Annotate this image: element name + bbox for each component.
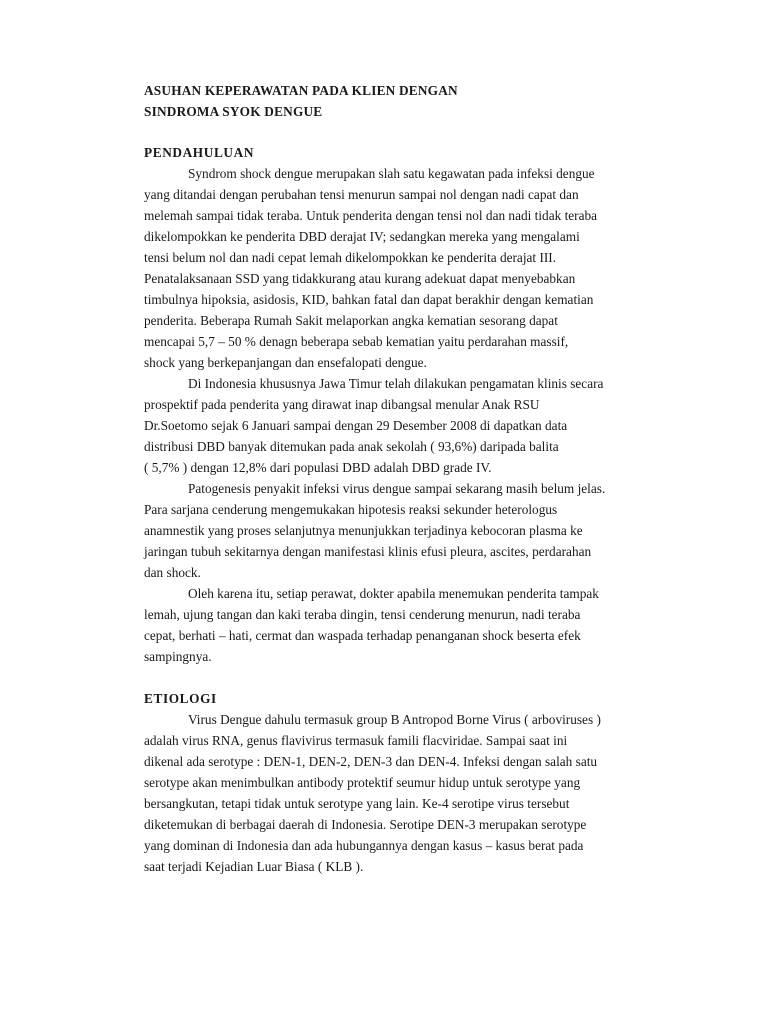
text-line: Patogenesis penyakit infeksi virus dengue sampai sekarang masih belum jelas. <box>188 481 606 496</box>
text-line: Oleh karena itu, setiap perawat, dokter apabila menemukan penderita tampak <box>188 586 599 601</box>
text-line: jaringan tubuh sekitarnya dengan manifestasi klinis efusi pleura, ascites, perdarahan <box>144 544 592 559</box>
section-heading: ETIOLOGI <box>144 691 217 706</box>
document-title <box>144 80 664 122</box>
text-line: dikelompokkan ke penderita DBD derajat IV; sedangkan mereka yang mengalami <box>144 229 580 244</box>
text-line: anamnestik yang proses selanjutnya menunjukkan terjadinya kebocoran plasma ke <box>144 523 583 538</box>
text-line: yang dominan di Indonesia dan ada hubungannya dengan kasus – kasus berat pada <box>144 838 584 853</box>
text-line: ( 5,7% ) dengan 12,8% dari populasi DBD adalah DBD grade IV. <box>144 460 492 475</box>
paragraph <box>144 583 664 667</box>
paragraph <box>144 709 664 877</box>
text-line: dan shock. <box>144 565 201 580</box>
text-line: serotype akan menimbulkan antibody protektif seumur hidup untuk serotype yang <box>144 775 581 790</box>
document-body <box>144 80 664 877</box>
text-line: melemah sampai tidak teraba. Untuk penderita dengan tensi nol dan nadi tidak teraba <box>144 208 598 223</box>
text-line: Di Indonesia khususnya Jawa Timur telah dilakukan pengamatan klinis secara <box>188 376 604 391</box>
title-line-2: SINDROMA SYOK DENGUE <box>144 104 323 119</box>
text-line: shock yang berkepanjangan dan ensefalopati dengue. <box>144 355 427 370</box>
title-line-1: ASUHAN KEPERAWATAN PADA KLIEN DENGAN <box>144 83 458 98</box>
paragraph <box>144 163 664 373</box>
text-line: lemah, ujung tangan dan kaki teraba dingin, tensi cenderung menurun, nadi teraba <box>144 607 581 622</box>
text-line: bersangkutan, tetapi tidak untuk serotype yang lain. Ke-4 serotipe virus tersebut <box>144 796 570 811</box>
text-line: dikenal ada serotype : DEN-1, DEN-2, DEN-3 dan DEN-4. Infeksi dengan salah satu <box>144 754 598 769</box>
section-etiologi <box>144 688 664 877</box>
text-line: cepat, berhati – hati, cermat dan waspada terhadap penanganan shock beserta efek <box>144 628 581 643</box>
paragraph <box>144 373 664 478</box>
text-line: Dr.Soetomo sejak 6 Januari sampai dengan 29 Desember 2008 di dapatkan data <box>144 418 568 433</box>
text-line: diketemukan di berbagai daerah di Indonesia. Serotipe DEN-3 merupakan serotype <box>144 817 587 832</box>
text-line: yang ditandai dengan perubahan tensi menurun sampai nol dengan nadi capat dan <box>144 187 579 202</box>
paragraph <box>144 478 664 583</box>
text-line: Para sarjana cenderung mengemukakan hipotesis reaksi sekunder heterologus <box>144 502 558 517</box>
text-line: adalah virus RNA, genus flavivirus termasuk famili flacviridae. Sampai saat ini <box>144 733 568 748</box>
text-line: tensi belum nol dan nadi cepat lemah dikelompokkan ke penderita derajat III. <box>144 250 557 265</box>
text-line: penderita. Beberapa Rumah Sakit melaporkan angka kematian sesorang dapat <box>144 313 558 328</box>
text-line: Virus Dengue dahulu termasuk group B Antropod Borne Virus ( arboviruses ) <box>188 712 601 727</box>
text-line: saat terjadi Kejadian Luar Biasa ( KLB ). <box>144 859 364 874</box>
text-line: sampingnya. <box>144 649 212 664</box>
text-line: Penatalaksanaan SSD yang tidakkurang atau kurang adekuat dapat menyebabkan <box>144 271 576 286</box>
text-line: Syndrom shock dengue merupakan slah satu kegawatan pada infeksi dengue <box>188 166 595 181</box>
section-heading: PENDAHULUAN <box>144 145 255 160</box>
text-line: mencapai 5,7 – 50 % denagn beberapa sebab kematian yaitu perdarahan massif, <box>144 334 569 349</box>
text-line: timbulnya hipoksia, asidosis, KID, bahkan fatal dan dapat berakhir dengan kematian <box>144 292 594 307</box>
text-line: distribusi DBD banyak ditemukan pada anak sekolah ( 93,6%) daripada balita <box>144 439 559 454</box>
text-line: prospektif pada penderita yang dirawat inap dibangsal menular Anak RSU <box>144 397 540 412</box>
section-pendahuluan <box>144 142 664 667</box>
